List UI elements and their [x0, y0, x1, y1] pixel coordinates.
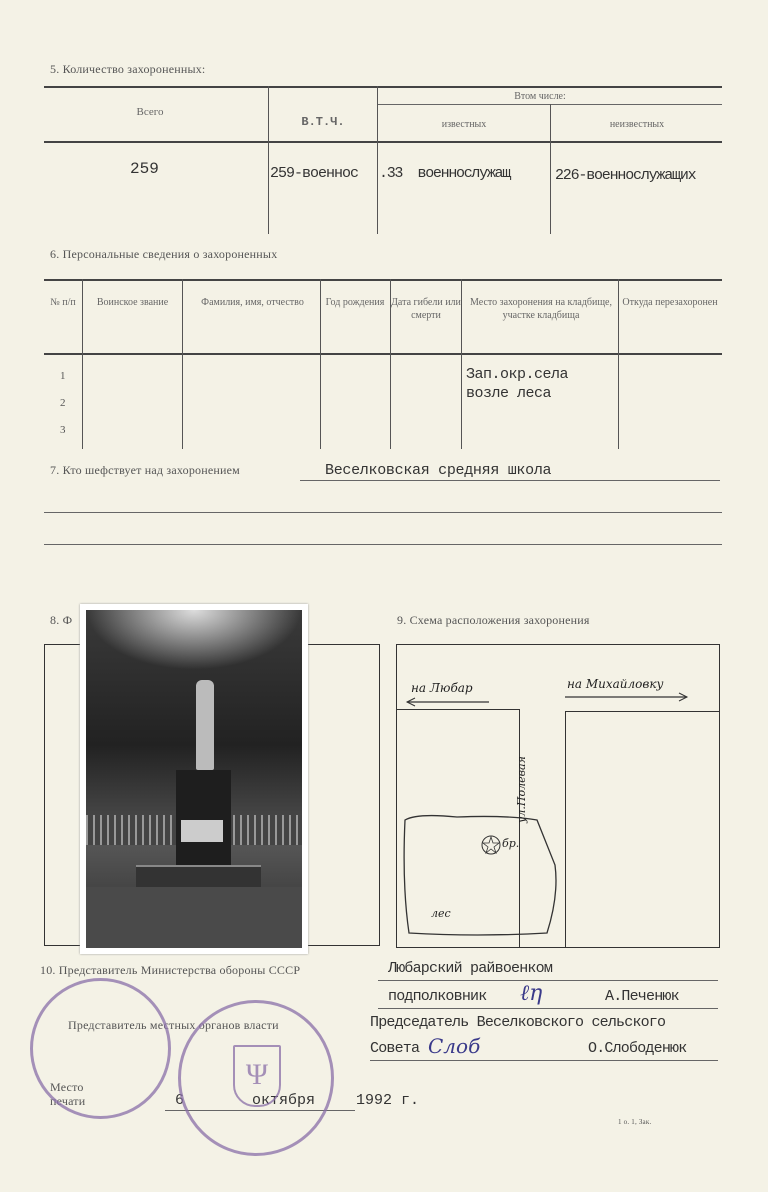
date-month: октября [252, 1092, 316, 1109]
date-day: 6 [175, 1092, 185, 1109]
value-total: 259 [130, 160, 159, 178]
header-among: Втом числе: [514, 91, 566, 102]
col-from: Откуда перезахоронен [622, 297, 718, 308]
map-label-grave: бр. [502, 837, 520, 850]
burial-location-map [396, 644, 720, 948]
burial-place-line1: Зап.окр.села [466, 366, 569, 383]
patron-value: Веселковская средняя школа [325, 462, 552, 479]
section10-label: 10. Представитель Министерства обороны СССР [40, 963, 301, 977]
col-birth: Год рождения [325, 297, 385, 308]
col-death: Дата гибели или смерти [391, 297, 461, 321]
col-name: Фамилия, имя, отчество [201, 297, 304, 308]
rep-line1: Любарский райвоенком [388, 960, 553, 977]
section8-label: 8. Ф [50, 613, 73, 627]
section6-title: 6. Персональные сведения о захороненных [50, 247, 278, 261]
chair-line2: Совета [370, 1040, 420, 1057]
map-label-forest: лес [431, 907, 451, 920]
section9-label: 9. Схема расположения захоронения [397, 613, 590, 627]
burial-place-line2: возле леса [466, 385, 552, 402]
col-place: Место захоронения на кладбище, участке кладбища [470, 297, 612, 321]
signature-1: ℓη [520, 981, 543, 1006]
military-commissariat-stamp [30, 978, 171, 1119]
date-year: 1992 г. [356, 1092, 420, 1109]
row-number: 3 [60, 424, 66, 436]
village-council-stamp [178, 1000, 334, 1156]
section7-label: 7. Кто шефствует над захоронением [50, 463, 240, 477]
rep-name: А.Печенюк [605, 988, 679, 1005]
value-incl: 259-военнос [270, 165, 359, 182]
map-label-street: ул.Полевая [515, 756, 528, 823]
print-code: 1 о. 1, Зак. [618, 1118, 652, 1126]
local-rep-label: Представитель местных органов власти [68, 1018, 279, 1032]
map-label-to-mikhailovka: на Михайловку [567, 677, 664, 691]
trident-icon: Ψ [233, 1045, 281, 1107]
header-unknown: неизвестных [609, 119, 665, 130]
row-number: 2 [60, 397, 66, 409]
signature-2: Слоб [428, 1034, 481, 1058]
header-total: Всего [136, 106, 164, 118]
value-known: .33 военнослужащ [379, 165, 510, 182]
rep-rank: подполковник [388, 988, 487, 1005]
chair-line: Председатель Веселковского сельского [370, 1014, 666, 1031]
chair-name: О.Слободенюк [588, 1040, 687, 1057]
value-unknown: 226-военнослужащих [555, 167, 696, 184]
map-label-to-lubar: на Любар [411, 681, 473, 695]
col-number: № п/п [50, 297, 76, 308]
header-known: известных [441, 119, 487, 130]
memorial-photo [80, 604, 308, 954]
section5-title: 5. Количество захороненных: [50, 62, 206, 76]
header-incl: В.Т.Ч. [301, 115, 345, 129]
col-rank: Воинское звание [96, 297, 169, 308]
stamp-place-label: Место печати [50, 1080, 86, 1108]
row-number: 1 [60, 370, 66, 382]
